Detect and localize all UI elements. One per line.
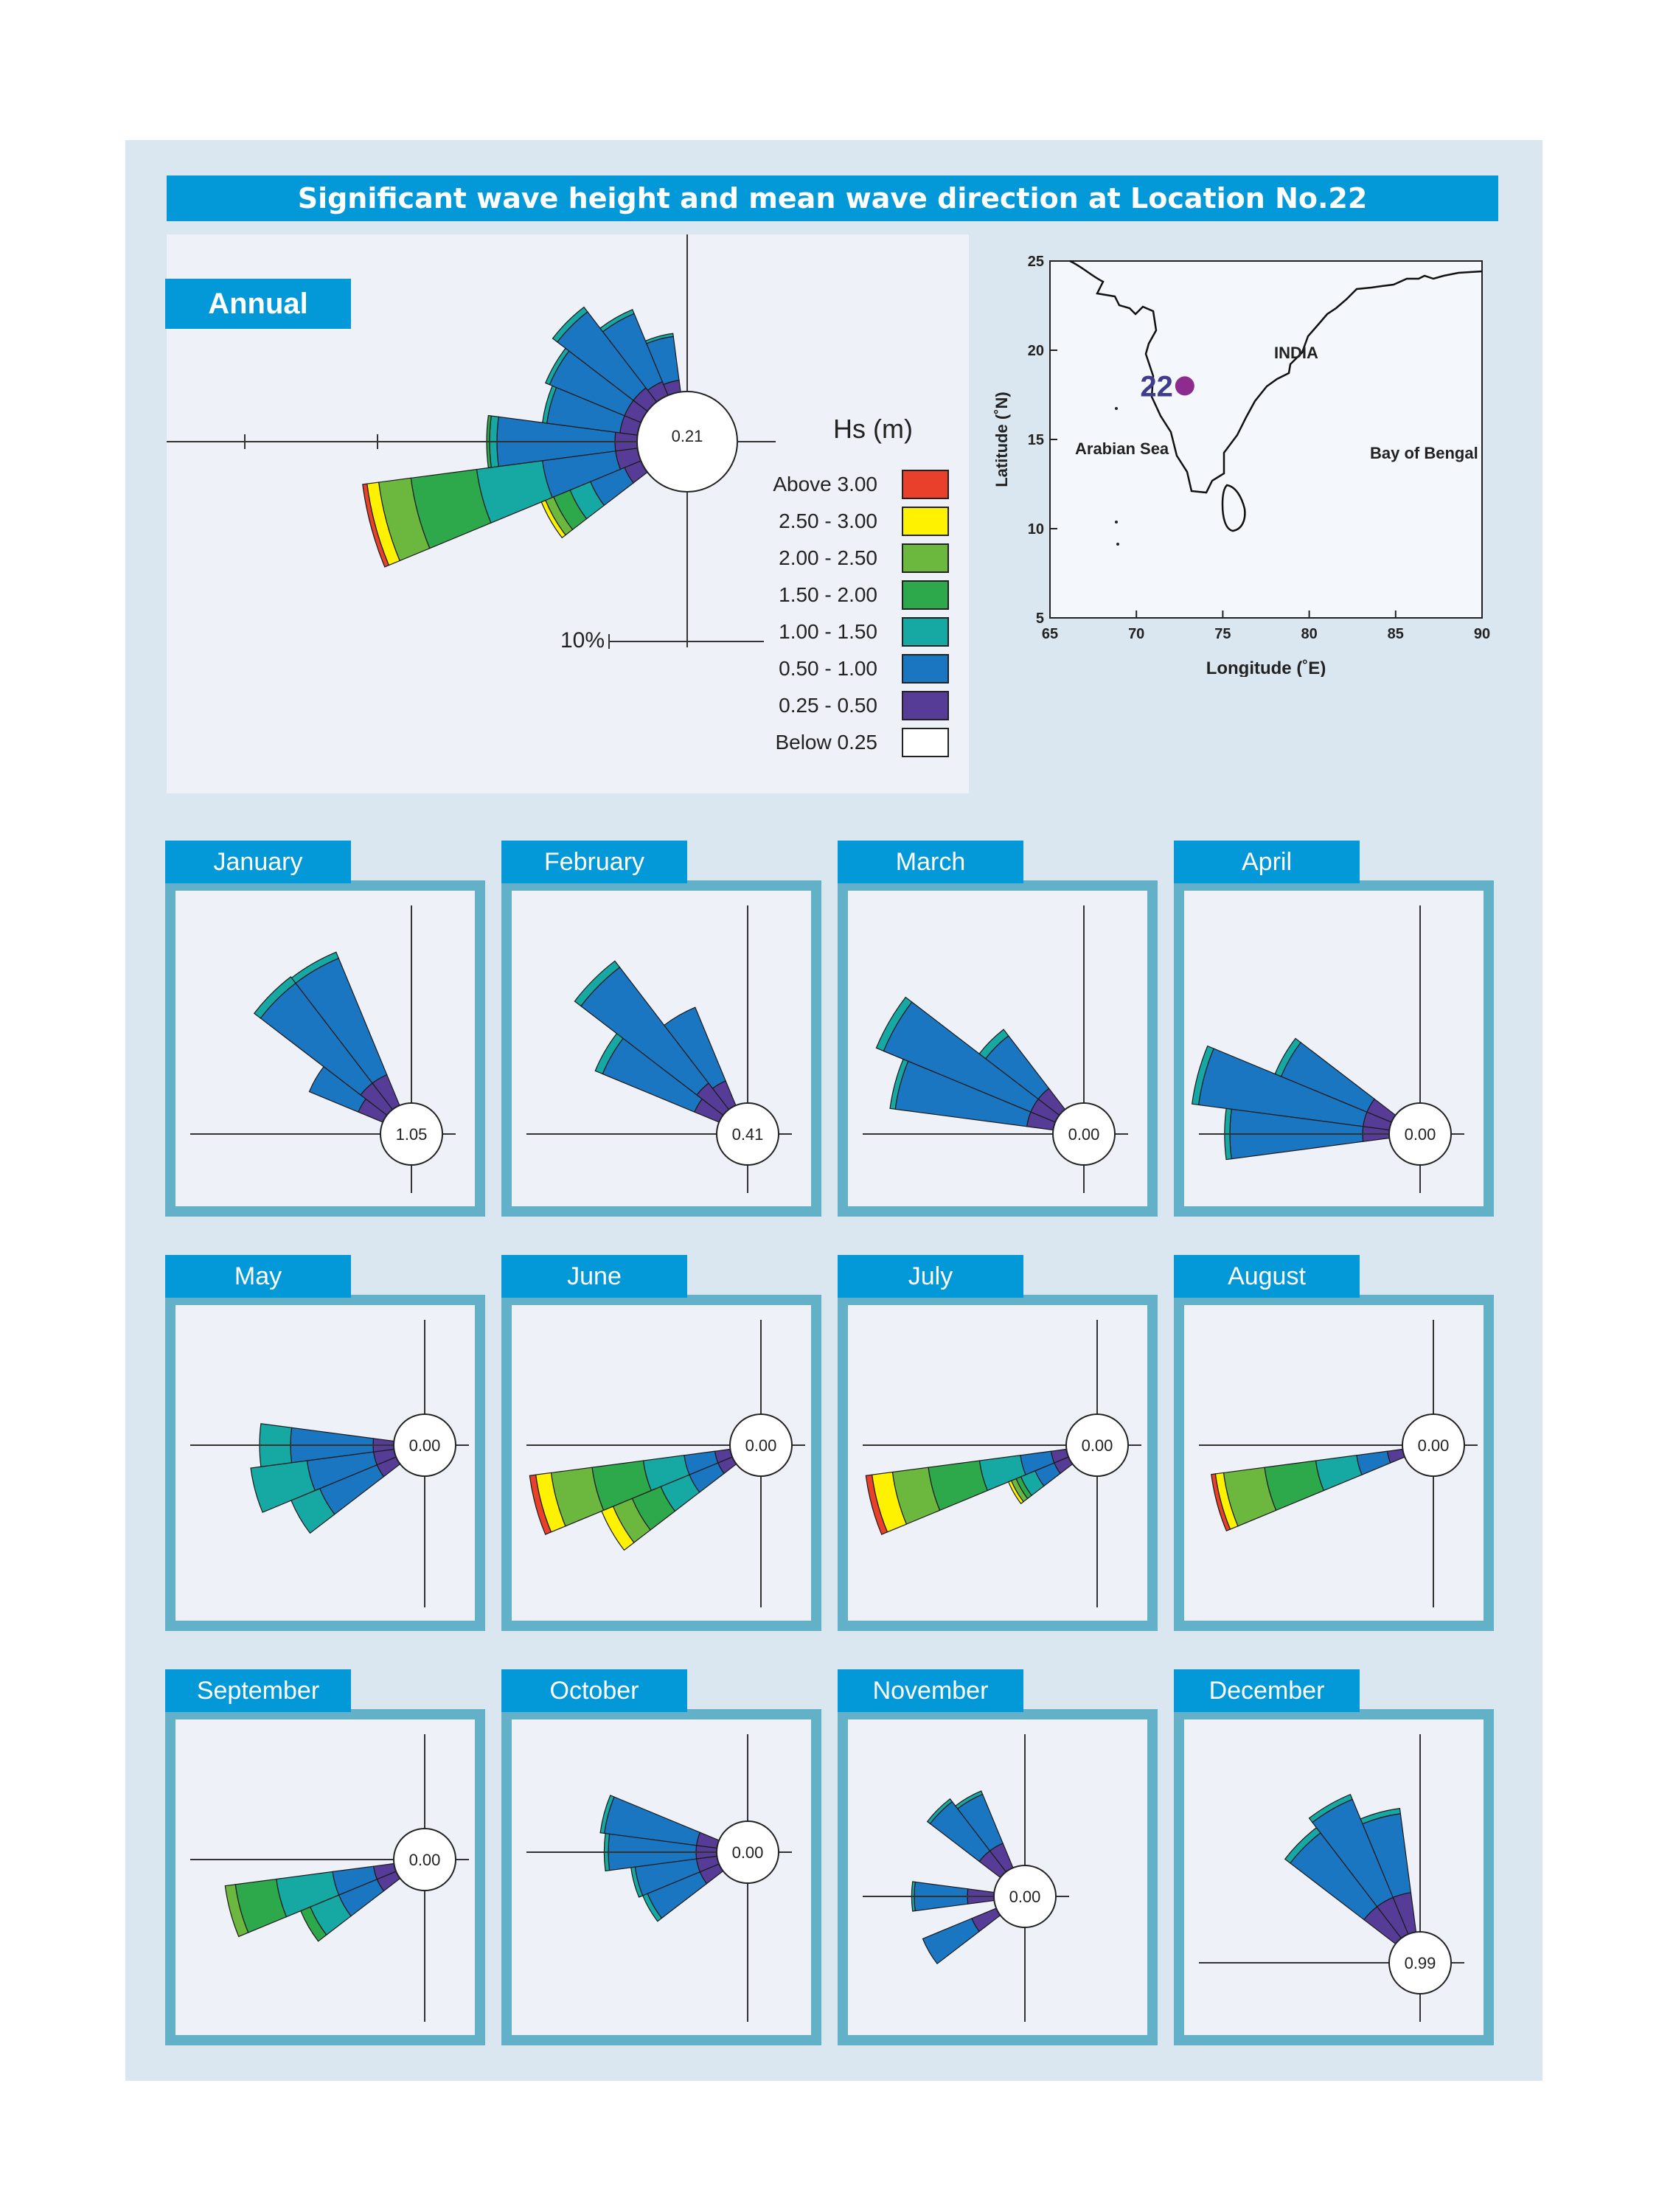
map-x-tick-label: 65	[1041, 626, 1059, 642]
map-x-tick-label: 70	[1128, 626, 1145, 642]
month-chart-january	[165, 841, 485, 1177]
month-wind-rose	[1184, 1719, 1484, 2035]
month-tab: November	[838, 1669, 1023, 1712]
legend-label: 1.50 - 2.00	[779, 583, 877, 606]
month-frame	[165, 1295, 485, 1631]
month-tab: October	[501, 1669, 687, 1712]
legend-swatch	[902, 728, 948, 757]
annual-sector-255-bin-2	[476, 461, 552, 523]
month-frame	[1174, 1709, 1494, 2045]
month-tab: April	[1174, 841, 1360, 883]
month-wind-rose	[848, 1305, 1147, 1621]
month-frame	[838, 880, 1158, 1217]
legend-label: Below 0.25	[775, 731, 877, 754]
month-7-sector-255-bin-2	[1315, 1455, 1362, 1491]
map-y-tick-label: 25	[1027, 254, 1044, 270]
month-chart-november	[838, 1669, 1158, 2006]
month-chart-september	[165, 1669, 485, 2006]
island-dot	[1115, 521, 1118, 524]
arabian-sea-label: Arabian Sea	[1075, 439, 1169, 458]
annual-scale-label: 10%	[560, 628, 605, 653]
island-dot	[1116, 543, 1119, 546]
month-frame	[501, 1709, 821, 2045]
month-calm-value: 0.00	[731, 1843, 764, 1862]
month-chart-april	[1174, 841, 1494, 1177]
legend-swatch	[902, 470, 948, 498]
map-x-label: Longitude (˚E)	[1206, 658, 1326, 677]
legend-swatch	[902, 544, 948, 572]
legend-swatch	[902, 581, 948, 609]
month-7-sector-255-bin-1	[1357, 1451, 1391, 1475]
month-calm-value: 0.00	[1068, 1125, 1100, 1144]
legend-title: Hs (m)	[833, 414, 913, 444]
month-wind-rose	[512, 1719, 811, 2035]
month-calm-value: 0.00	[1081, 1436, 1113, 1455]
month-calm-value: 0.00	[1009, 1888, 1041, 1906]
month-calm-value: 0.99	[1404, 1954, 1436, 1972]
month-calm-value: 0.00	[1404, 1125, 1436, 1144]
month-frame	[165, 880, 485, 1217]
month-frame	[501, 880, 821, 1217]
month-wind-rose	[1184, 1305, 1484, 1621]
month-chart-june	[501, 1255, 821, 1591]
location-map	[972, 234, 1503, 677]
bay-of-bengal-label: Bay of Bengal	[1370, 444, 1478, 462]
month-tab: September	[165, 1669, 351, 1712]
month-tab: December	[1174, 1669, 1360, 1712]
map-y-tick-label: 10	[1027, 521, 1044, 538]
month-frame	[165, 1709, 485, 2045]
month-chart-july	[838, 1255, 1158, 1591]
legend-label: 0.50 - 1.00	[779, 657, 877, 680]
india-label: INDIA	[1274, 344, 1318, 362]
month-wind-rose	[1184, 891, 1484, 1206]
legend-label: 2.00 - 2.50	[779, 546, 877, 569]
month-wind-rose	[175, 1305, 475, 1621]
map-svg	[972, 234, 1503, 677]
legend-label: 1.00 - 1.50	[779, 620, 877, 643]
map-y-tick-label: 5	[1035, 611, 1044, 627]
month-wind-rose	[175, 891, 475, 1206]
month-wind-rose	[512, 891, 811, 1206]
map-x-tick-label: 80	[1301, 626, 1318, 642]
month-calm-value: 0.41	[731, 1125, 764, 1144]
map-x-tick-label: 90	[1473, 626, 1491, 642]
legend-swatch	[902, 692, 948, 720]
month-frame	[838, 1709, 1158, 2045]
month-10-sector-240-bin-1	[922, 1919, 979, 1964]
month-tab: January	[165, 841, 351, 883]
month-tab: February	[501, 841, 687, 883]
annual-tab: Annual	[165, 279, 351, 329]
month-wind-rose	[175, 1719, 475, 2035]
legend-label: Above 3.00	[773, 473, 877, 495]
map-x-tick-label: 85	[1387, 626, 1404, 642]
island-dot	[1115, 407, 1118, 410]
month-chart-august	[1174, 1255, 1494, 1591]
map-y-tick-label: 15	[1027, 432, 1044, 448]
month-calm-value: 0.00	[1417, 1436, 1450, 1455]
month-tab: August	[1174, 1255, 1360, 1298]
month-frame	[1174, 880, 1494, 1217]
legend-swatch	[902, 507, 948, 535]
month-chart-december	[1174, 1669, 1494, 2006]
month-chart-march	[838, 841, 1158, 1177]
month-tab: May	[165, 1255, 351, 1298]
month-frame	[1174, 1295, 1494, 1631]
annual-calm-value: 0.21	[671, 427, 703, 445]
month-calm-value: 0.00	[408, 1851, 441, 1869]
month-calm-value: 1.05	[395, 1125, 428, 1144]
month-chart-may	[165, 1255, 485, 1591]
month-frame	[838, 1295, 1158, 1631]
month-tab: June	[501, 1255, 687, 1298]
month-chart-february	[501, 841, 821, 1177]
month-chart-october	[501, 1669, 821, 2006]
legend-label: 2.50 - 3.00	[779, 509, 877, 532]
month-calm-value: 0.00	[745, 1436, 777, 1455]
month-wind-rose	[848, 1719, 1147, 2035]
location-label: 22	[1140, 370, 1173, 403]
month-wind-rose	[848, 891, 1147, 1206]
map-y-label: Latitude (˚N)	[992, 392, 1011, 487]
legend	[773, 470, 948, 757]
legend-swatch	[902, 655, 948, 683]
month-frame	[501, 1295, 821, 1631]
month-calm-value: 0.00	[408, 1436, 441, 1455]
map-x-tick-label: 75	[1214, 626, 1231, 642]
month-tab: July	[838, 1255, 1023, 1298]
location-marker	[1175, 376, 1194, 395]
month-wind-rose	[512, 1305, 811, 1621]
legend-swatch	[902, 618, 948, 646]
page-title: Significant wave height and mean wave direction at Location No.22	[167, 175, 1498, 221]
map-y-tick-label: 20	[1027, 343, 1044, 359]
month-tab: March	[838, 841, 1023, 883]
legend-label: 0.25 - 0.50	[779, 694, 877, 717]
